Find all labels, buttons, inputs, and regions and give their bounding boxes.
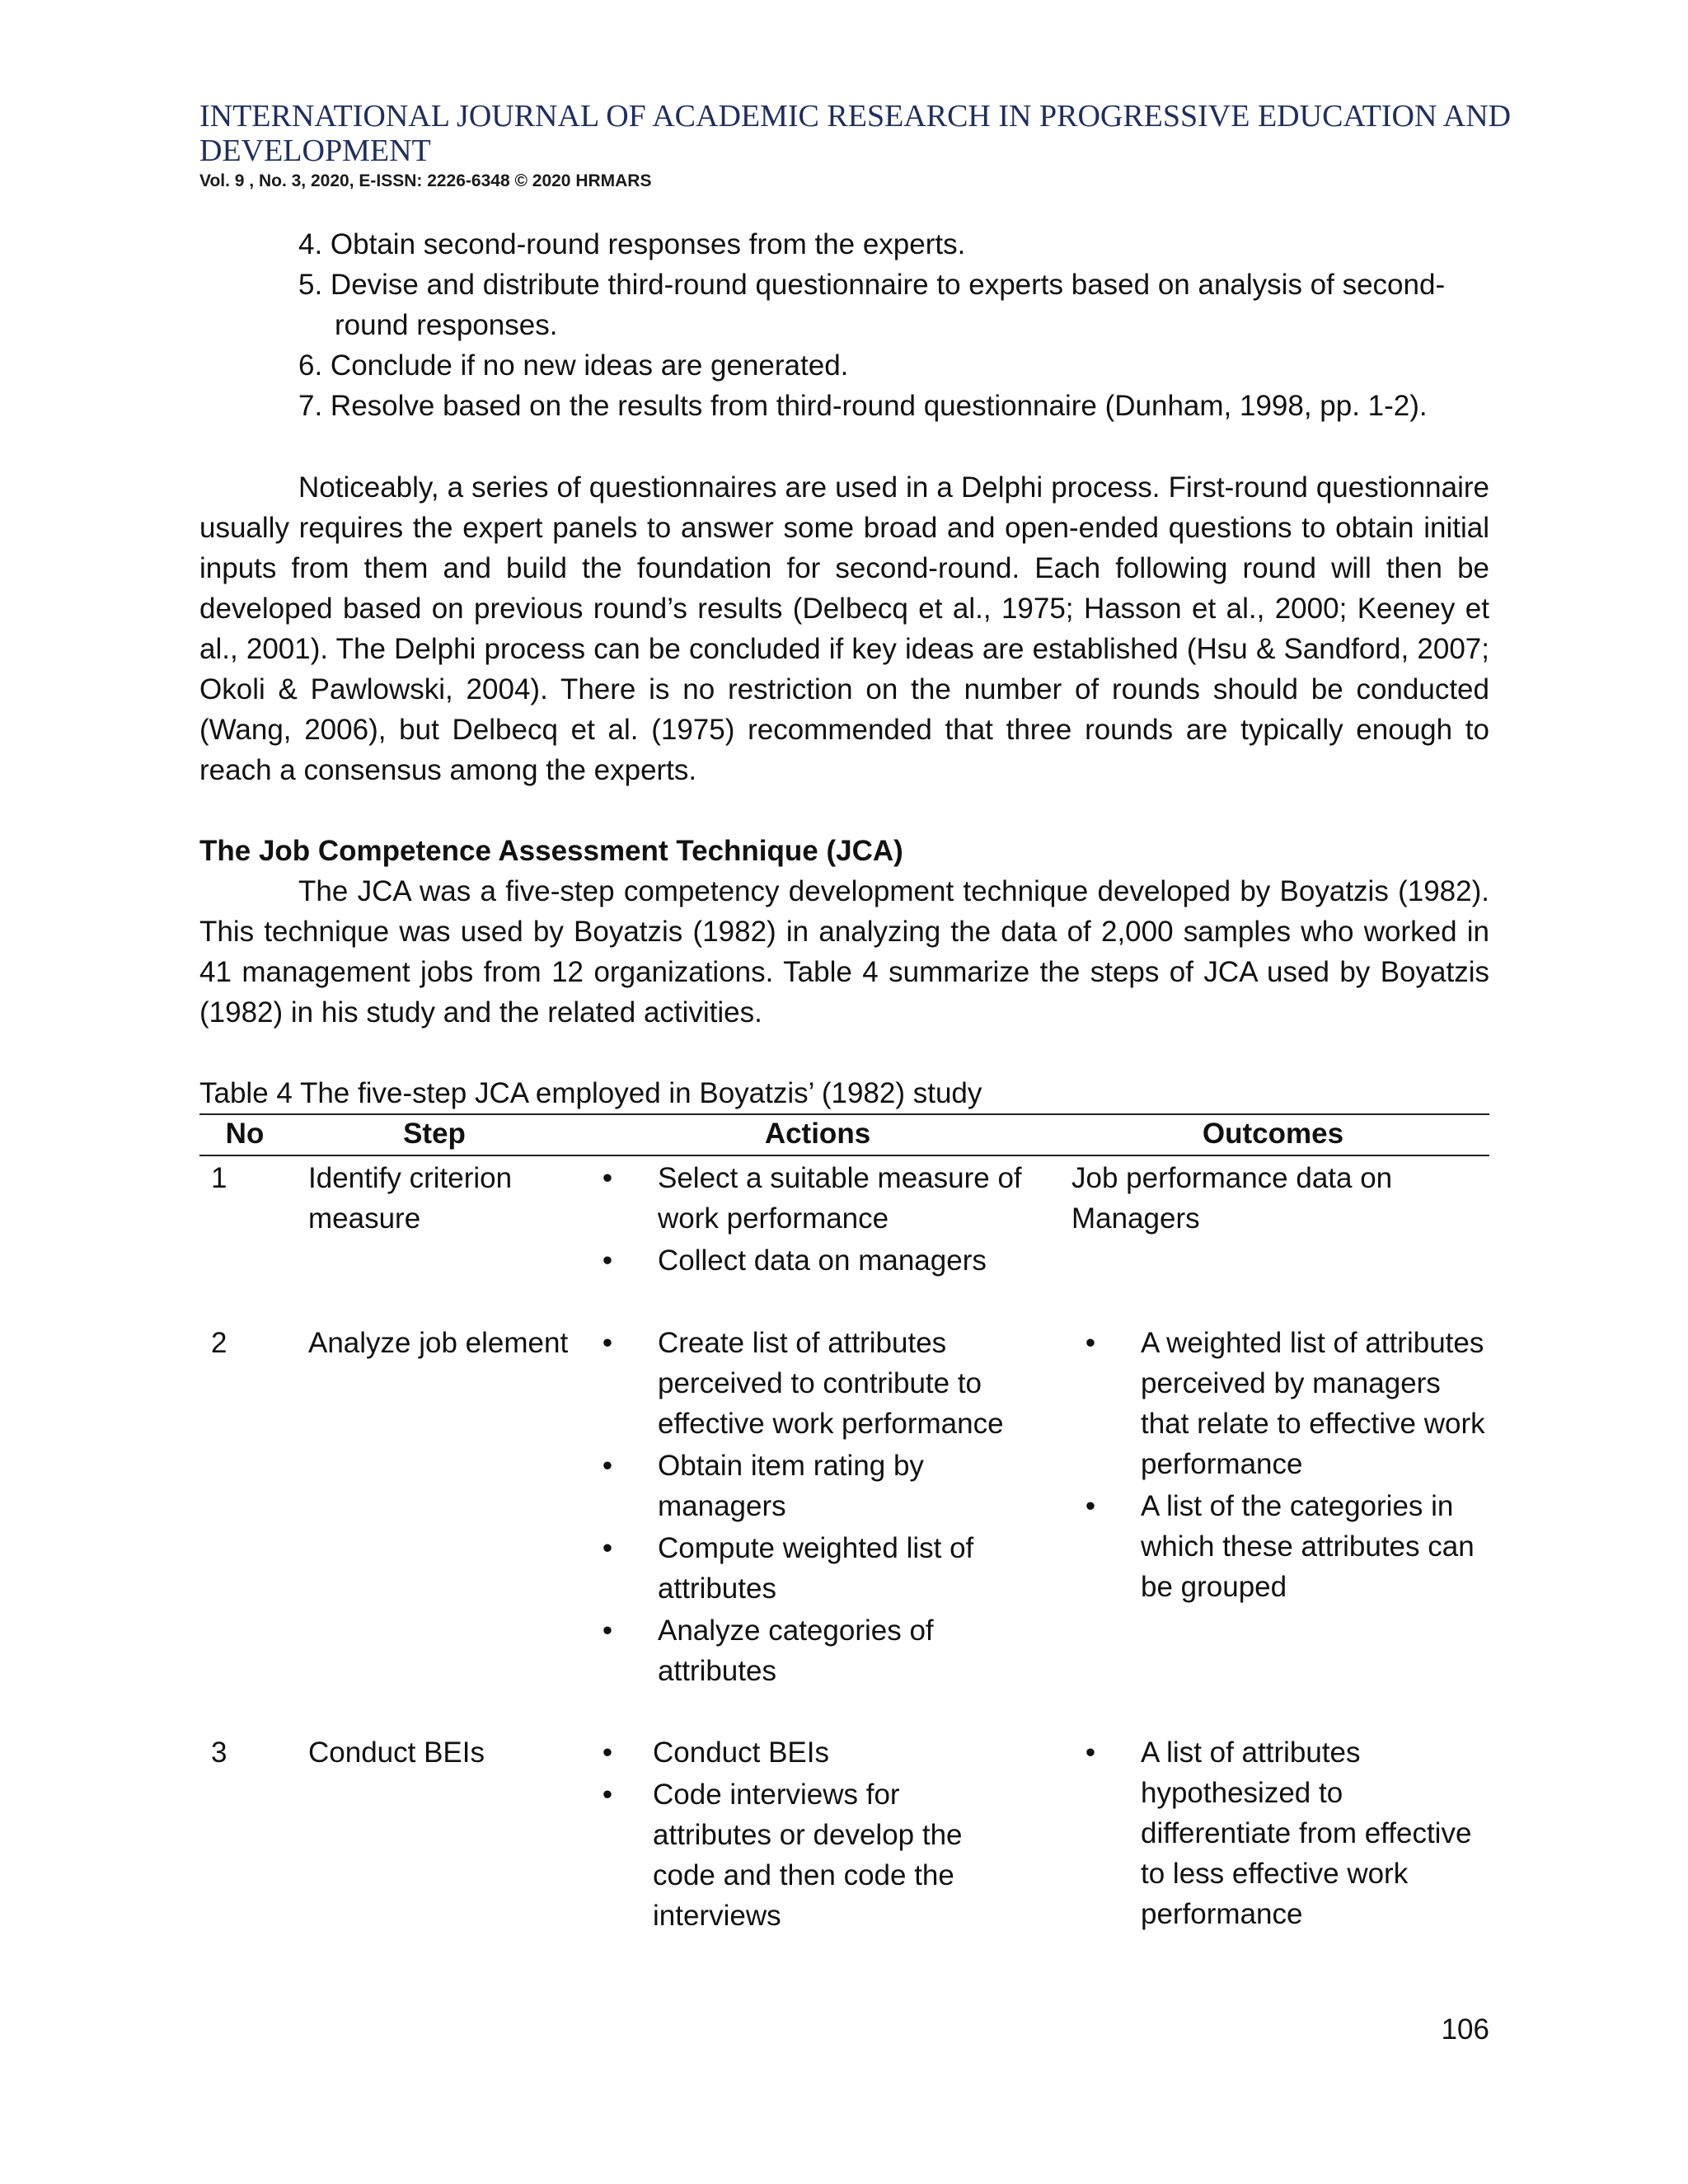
table-header-rule bbox=[199, 1155, 1489, 1156]
table-header-actions: Actions bbox=[764, 1118, 871, 1150]
journal-title: INTERNATIONAL JOURNAL OF ACADEMIC RESEARCH IN PROGRESSIVE EDUCATION AND DEVELOPMENT bbox=[199, 99, 1512, 168]
action-item bbox=[595, 1158, 1029, 1239]
list-item: 6. Conclude if no new ideas are generated. bbox=[298, 349, 849, 382]
list-item: 4. Obtain second-round responses from the experts. bbox=[298, 228, 966, 260]
action-text: Code interviews for attributes or develop the code and then code the interviews bbox=[653, 1779, 963, 1932]
paragraph-jca: The JCA was a five-step competency development technique developed by Boyatzis (1982). This technique was used by Boyatzis (1982) in analyzing the data of 2,000 samples who worked in 41 management jobs from 12 organizations. Table 4 summarize the steps of JCA used by Boyatzis (1982) in his study and the related activities. bbox=[199, 875, 1489, 1029]
outcome-item bbox=[1078, 1732, 1495, 1934]
paragraph-delphi: Noticeably, a series of questionnaires are used in a Delphi process. First-round questionnaire usually requires the expert panels to answer some broad and open-ended questions to obtain initial inputs from them and build the foundation for second-round. Each following round will then be developed based on previous round’s results (Delbecq et al., 1975; Hasson et al., 2000; Keeney et al., 2001). The Delphi process can be concluded if key ideas are established (Hsu & Sandford, 2007; Okoli & Pawlowski, 2004). There is no restriction on the number of rounds should be conducted (Wang, 2006), but Delbecq et al. (1975) recommended that three rounds are typically enough to reach a consensus among the experts. bbox=[199, 471, 1489, 786]
table-header-step: Step bbox=[403, 1118, 466, 1150]
action-item bbox=[595, 1528, 1029, 1609]
bullet-icon: • bbox=[602, 1327, 613, 1359]
outcome-text: A list of the categories in which these attributes can be grouped bbox=[1141, 1490, 1475, 1603]
bullet-icon: • bbox=[602, 1615, 613, 1647]
row-outcomes bbox=[1078, 1323, 1498, 1609]
action-text: Create list of attributes perceived to contribute to effective work performance bbox=[658, 1327, 1004, 1440]
outcome-text: A list of attributes hypothesized to differentiate from effective to less effective work performance bbox=[1141, 1736, 1472, 1930]
list-item: 7. Resolve based on the results from third-round questionnaire (Dunham, 1998, pp. 1-2). bbox=[298, 390, 1428, 422]
bullet-icon: • bbox=[602, 1532, 613, 1564]
row-outcomes bbox=[1078, 1732, 1498, 1936]
delphi-steps-list bbox=[298, 224, 1489, 426]
row-outcomes bbox=[1071, 1158, 1492, 1239]
action-item bbox=[595, 1610, 1029, 1691]
outcome-item bbox=[1078, 1323, 1495, 1484]
bullet-icon: • bbox=[1085, 1736, 1096, 1769]
bullet-icon: • bbox=[1085, 1327, 1096, 1359]
bullet-icon: • bbox=[602, 1736, 613, 1769]
action-item bbox=[595, 1446, 1029, 1526]
row-number: 2 bbox=[211, 1327, 227, 1359]
action-text: Compute weighted list of attributes bbox=[658, 1532, 974, 1605]
bullet-icon: • bbox=[602, 1450, 613, 1482]
action-item bbox=[595, 1240, 1029, 1281]
row-step: Analyze job element bbox=[308, 1327, 569, 1359]
bullet-icon: • bbox=[602, 1244, 613, 1277]
row-step: Conduct BEIs bbox=[308, 1736, 485, 1769]
bullet-icon: • bbox=[602, 1162, 613, 1194]
outcome-text: A weighted list of attributes perceived by managers that relate to effective work performance bbox=[1141, 1327, 1485, 1480]
bullet-icon: • bbox=[1085, 1490, 1096, 1522]
row-step: Identify criterion measure bbox=[308, 1162, 513, 1235]
action-item bbox=[595, 1732, 1024, 1773]
action-item bbox=[595, 1323, 1029, 1444]
action-text: Conduct BEIs bbox=[653, 1736, 829, 1769]
action-item bbox=[595, 1774, 1024, 1936]
row-number: 1 bbox=[211, 1162, 227, 1194]
action-text: Obtain item rating by managers bbox=[658, 1450, 924, 1522]
outcome-item bbox=[1078, 1486, 1495, 1607]
bullet-icon: • bbox=[602, 1779, 613, 1811]
journal-meta: Vol. 9 , No. 3, 2020, E-ISSN: 2226-6348 © 2020 HRMARS bbox=[199, 171, 652, 190]
row-number: 3 bbox=[211, 1736, 227, 1769]
outcome-text: Job performance data on Managers bbox=[1071, 1162, 1393, 1235]
table-header-outcomes: Outcomes bbox=[1202, 1118, 1344, 1150]
action-text: Collect data on managers bbox=[658, 1244, 987, 1277]
section-heading: The Job Competence Assessment Technique (JCA) bbox=[199, 835, 903, 867]
table-header-no: No bbox=[225, 1118, 265, 1150]
page-number: 106 bbox=[1441, 2013, 1489, 2046]
action-text: Analyze categories of attributes bbox=[658, 1615, 934, 1687]
list-item: 5. Devise and distribute third-round questionnaire to experts based on analysis of second-round responses. bbox=[298, 269, 1446, 341]
table-caption: Table 4 The five-step JCA employed in Boyatzis’ (1982) study bbox=[199, 1077, 982, 1109]
action-text: Select a suitable measure of work performance bbox=[658, 1162, 1022, 1235]
